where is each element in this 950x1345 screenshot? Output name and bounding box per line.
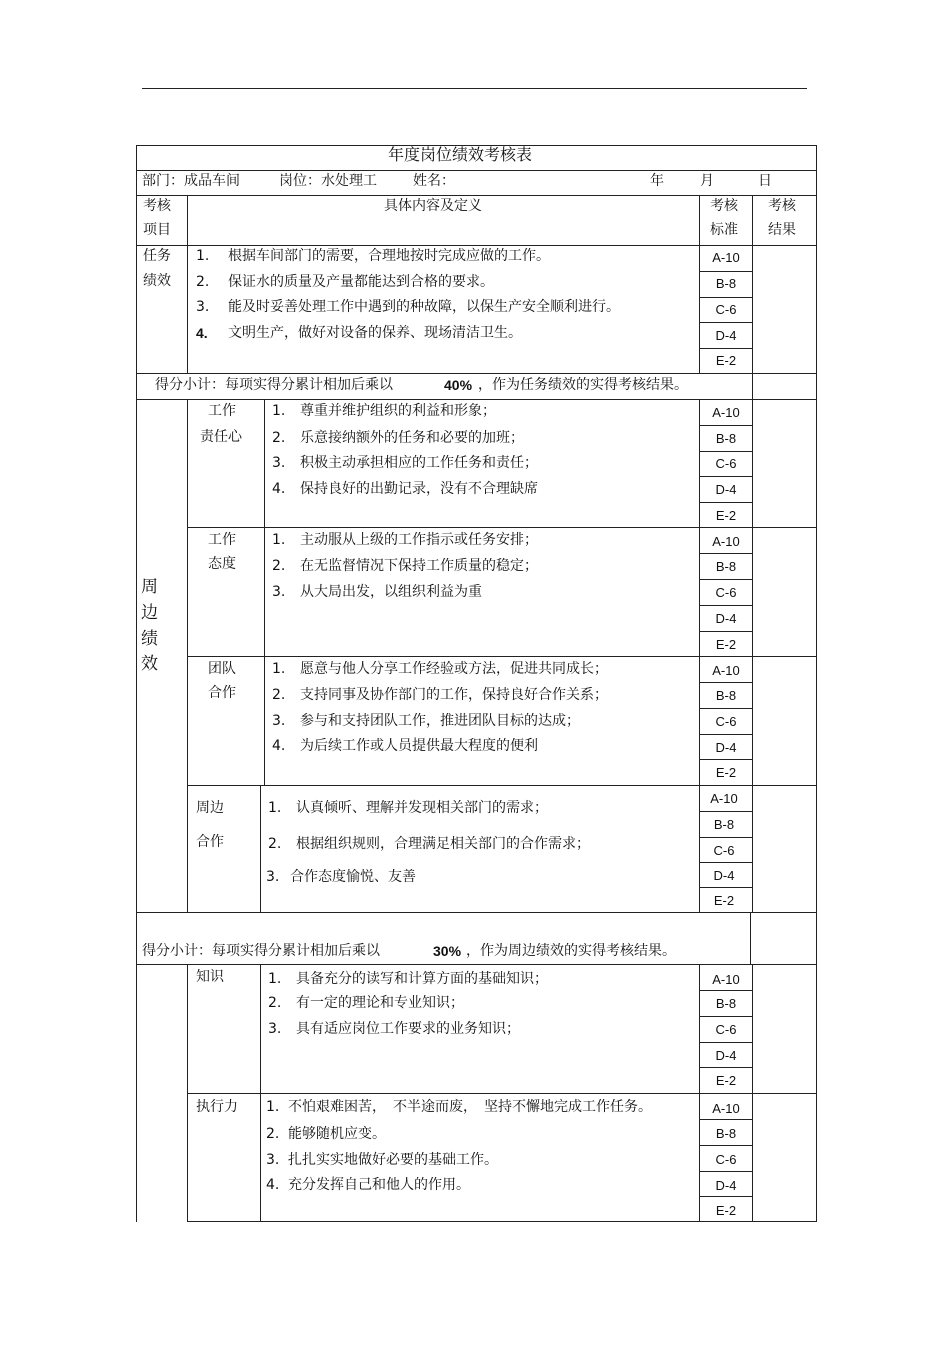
rule bbox=[752, 964, 753, 1222]
list-item-number: 2. bbox=[272, 687, 286, 703]
header-standard: 标准 bbox=[710, 222, 738, 238]
list-item-number: 4. bbox=[196, 325, 208, 341]
list-item-number: 1. bbox=[272, 403, 286, 419]
criterion-label: 合作 bbox=[196, 834, 224, 850]
list-item: 参与和支持团队工作，推进团队目标的达成； bbox=[300, 713, 580, 729]
list-item-number: 1. bbox=[196, 248, 210, 264]
rule bbox=[699, 887, 753, 888]
list-item-number: 1. bbox=[272, 661, 286, 677]
rule bbox=[136, 912, 817, 913]
list-item-number: 3. bbox=[268, 1021, 282, 1037]
rule bbox=[260, 785, 261, 912]
header-content: 具体内容及定义 bbox=[384, 198, 482, 214]
grade-b: B-8 bbox=[715, 996, 737, 1011]
rule bbox=[264, 399, 265, 785]
list-item: 充分发挥自己和他人的作用。 bbox=[288, 1177, 470, 1193]
grade-e: E-2 bbox=[715, 508, 737, 523]
header-result: 结果 bbox=[768, 222, 796, 238]
list-item-number: 2. bbox=[272, 430, 286, 446]
grade-e: E-2 bbox=[715, 1203, 737, 1218]
rule bbox=[187, 1093, 817, 1094]
list-item: 保证水的质量及产量都能达到合格的要求。 bbox=[228, 274, 494, 290]
grade-e: E-2 bbox=[713, 893, 735, 908]
list-item: 支持同事及协作部门的工作，保持良好合作关系； bbox=[300, 687, 608, 703]
list-item: 能够随机应变。 bbox=[288, 1126, 386, 1142]
rule bbox=[187, 656, 817, 657]
peripheral-label: 绩 bbox=[141, 629, 158, 649]
list-item: 积极主动承担相应的工作任务和责任； bbox=[300, 455, 538, 471]
header-item: 项目 bbox=[143, 222, 171, 238]
rule bbox=[699, 1042, 753, 1043]
grade-b: B-8 bbox=[715, 276, 737, 291]
list-item: 从大局出发，以组织利益为重 bbox=[300, 584, 482, 600]
rule bbox=[699, 348, 753, 349]
list-item: 扎扎实实地做好必要的基础工作。 bbox=[288, 1152, 498, 1168]
header-result: 考核 bbox=[768, 198, 796, 214]
grade-c: C-6 bbox=[713, 843, 735, 858]
rule bbox=[699, 682, 753, 683]
list-item-number: 3. bbox=[272, 455, 286, 471]
grade-a: A-10 bbox=[712, 972, 740, 987]
rule bbox=[699, 425, 753, 426]
grade-d: D-4 bbox=[715, 1048, 737, 1063]
list-item-number: 2. bbox=[266, 1126, 280, 1142]
list-item: 文明生产，做好对设备的保养、现场清洁卫生。 bbox=[228, 325, 522, 341]
criterion-label: 责任心 bbox=[200, 429, 242, 445]
list-item: 具备充分的读写和计算方面的基础知识； bbox=[296, 971, 548, 987]
grade-b: B-8 bbox=[715, 431, 737, 446]
peripheral-subtotal: 得分小计：每项实得分累计相加后乘以 bbox=[142, 943, 380, 959]
dept-field: 部门：成品车间 bbox=[142, 173, 240, 189]
grade-c: C-6 bbox=[715, 714, 737, 729]
list-item-number: 3. bbox=[266, 869, 280, 885]
rule bbox=[699, 631, 753, 632]
list-item: 保持良好的出勤记录，没有不合理缺席 bbox=[300, 481, 538, 497]
list-item: 乐意接纳额外的任务和必要的加班； bbox=[300, 430, 524, 446]
grade-e: E-2 bbox=[715, 1073, 737, 1088]
rule bbox=[136, 399, 817, 400]
criterion-label: 团队 bbox=[208, 661, 236, 677]
list-item: 具有适应岗位工作要求的业务知识； bbox=[296, 1021, 520, 1037]
list-item-number: 1. bbox=[268, 971, 282, 987]
grade-d: D-4 bbox=[715, 740, 737, 755]
grade-c: C-6 bbox=[715, 456, 737, 471]
list-item: 尊重并维护组织的利益和形象； bbox=[300, 403, 496, 419]
list-item-number: 4. bbox=[272, 481, 286, 497]
list-item-number: 2. bbox=[268, 836, 282, 852]
grade-a: A-10 bbox=[712, 405, 740, 420]
grade-c: C-6 bbox=[715, 302, 737, 317]
list-item-number: 2. bbox=[272, 558, 286, 574]
rule bbox=[699, 1067, 753, 1068]
grade-b: B-8 bbox=[713, 817, 735, 832]
list-item: 根据组织规则，合理满足相关部门的合作需求； bbox=[296, 836, 590, 852]
grade-e: E-2 bbox=[715, 637, 737, 652]
rule bbox=[699, 502, 753, 503]
rule bbox=[699, 708, 753, 709]
rule bbox=[699, 759, 753, 760]
list-item-number: 3. bbox=[272, 584, 286, 600]
grade-d: D-4 bbox=[715, 611, 737, 626]
day-field: 日 bbox=[758, 173, 772, 189]
rule bbox=[699, 271, 753, 272]
month-field: 月 bbox=[700, 173, 714, 189]
list-item-number: 2. bbox=[268, 995, 282, 1011]
rule bbox=[699, 1145, 753, 1146]
list-item: 有一定的理论和专业知识； bbox=[296, 995, 464, 1011]
rule bbox=[187, 964, 188, 1222]
rule bbox=[187, 785, 817, 786]
criterion-label: 知识 bbox=[196, 969, 224, 985]
list-item: 为后续工作或人员提供最大程度的便利 bbox=[300, 738, 538, 754]
peripheral-label: 效 bbox=[141, 654, 158, 674]
criterion-label: 合作 bbox=[208, 685, 236, 701]
rule bbox=[699, 837, 753, 838]
criterion-label: 周边 bbox=[196, 800, 224, 816]
grade-a: A-10 bbox=[712, 534, 740, 549]
year-field: 年 bbox=[650, 173, 664, 189]
list-item: 根据车间部门的需要，合理地按时完成应做的工作。 bbox=[228, 248, 550, 264]
grade-c: C-6 bbox=[715, 585, 737, 600]
peripheral-label: 周 bbox=[141, 577, 158, 597]
grade-b: B-8 bbox=[715, 1126, 737, 1141]
rule bbox=[699, 734, 753, 735]
grade-d: D-4 bbox=[715, 482, 737, 497]
list-item: 在无监督情况下保持工作质量的稳定； bbox=[300, 558, 538, 574]
rule bbox=[187, 195, 188, 373]
criterion-label: 工作 bbox=[208, 403, 236, 419]
grade-b: B-8 bbox=[715, 559, 737, 574]
grade-d: D-4 bbox=[715, 328, 737, 343]
rule bbox=[750, 912, 751, 964]
name-field: 姓名： bbox=[413, 173, 455, 189]
rule bbox=[699, 1016, 753, 1017]
grade-c: C-6 bbox=[715, 1022, 737, 1037]
criterion-label: 工作 bbox=[208, 532, 236, 548]
table-border-right bbox=[816, 145, 817, 1222]
task-subtotal: 得分小计：每项实得分累计相加后乘以 bbox=[155, 377, 393, 393]
task-label: 绩效 bbox=[143, 273, 171, 289]
list-item: 合作态度愉悦、友善 bbox=[290, 869, 416, 885]
list-item-number: 4. bbox=[272, 738, 286, 754]
list-item-number: 3. bbox=[196, 299, 210, 315]
rule bbox=[699, 990, 753, 991]
grade-d: D-4 bbox=[713, 868, 735, 883]
list-item: 认真倾听、理解并发现相关部门的需求； bbox=[296, 800, 548, 816]
rule bbox=[136, 964, 817, 965]
rule bbox=[187, 399, 188, 912]
criterion-label: 执行力 bbox=[196, 1099, 238, 1115]
grade-a: A-10 bbox=[712, 1101, 740, 1116]
rule bbox=[699, 297, 753, 298]
rule bbox=[136, 373, 817, 374]
grade-b: B-8 bbox=[715, 688, 737, 703]
list-item-number: 3. bbox=[266, 1152, 280, 1168]
list-item: 能及时妥善处理工作中遇到的种故障，以保生产安全顺利进行。 bbox=[228, 299, 620, 315]
rule bbox=[699, 451, 753, 452]
list-item: 不怕艰难困苦， 不半途而废， 坚持不懈地完成工作任务。 bbox=[288, 1099, 652, 1115]
rule bbox=[699, 476, 753, 477]
list-item-number: 1. bbox=[268, 800, 282, 816]
list-item-number: 3. bbox=[272, 713, 286, 729]
rule bbox=[260, 964, 261, 1222]
rule bbox=[699, 322, 753, 323]
rule bbox=[699, 605, 753, 606]
table-border-left bbox=[136, 145, 137, 1222]
list-item-number: 2. bbox=[196, 274, 210, 290]
grade-a: A-10 bbox=[712, 663, 740, 678]
grade-e: E-2 bbox=[715, 765, 737, 780]
task-subtotal-percent: 40% bbox=[444, 377, 473, 393]
grade-e: E-2 bbox=[715, 353, 737, 368]
post-field: 岗位：水处理工 bbox=[279, 173, 377, 189]
list-item-number: 4. bbox=[266, 1177, 280, 1193]
rule bbox=[699, 811, 753, 812]
peripheral-subtotal-percent: 30% bbox=[433, 943, 462, 959]
list-item-number: 1. bbox=[266, 1099, 280, 1115]
rule bbox=[699, 553, 753, 554]
rule bbox=[699, 1119, 753, 1120]
rule bbox=[187, 527, 817, 528]
grade-c: C-6 bbox=[715, 1152, 737, 1167]
table-title: 年度岗位绩效考核表 bbox=[388, 145, 533, 164]
rule bbox=[187, 1221, 817, 1222]
list-item-number: 1. bbox=[272, 532, 286, 548]
rule bbox=[699, 1171, 753, 1172]
grade-a: A-10 bbox=[712, 250, 740, 265]
grade-d: D-4 bbox=[715, 1178, 737, 1193]
rule bbox=[699, 862, 753, 863]
header-standard: 考核 bbox=[710, 198, 738, 214]
task-label: 任务 bbox=[143, 248, 171, 264]
list-item: 主动服从上级的工作指示或任务安排； bbox=[300, 532, 538, 548]
criterion-label: 态度 bbox=[208, 556, 236, 572]
rule bbox=[699, 1196, 753, 1197]
rule bbox=[699, 579, 753, 580]
header-item: 考核 bbox=[143, 198, 171, 214]
grade-a: A-10 bbox=[710, 791, 738, 806]
peripheral-label: 边 bbox=[141, 603, 158, 623]
task-subtotal-suffix: ，作为任务绩效的实得考核结果。 bbox=[478, 377, 688, 393]
list-item: 愿意与他人分享工作经验或方法，促进共同成长； bbox=[300, 661, 608, 677]
peripheral-subtotal-suffix: ，作为周边绩效的实得考核结果。 bbox=[466, 943, 676, 959]
